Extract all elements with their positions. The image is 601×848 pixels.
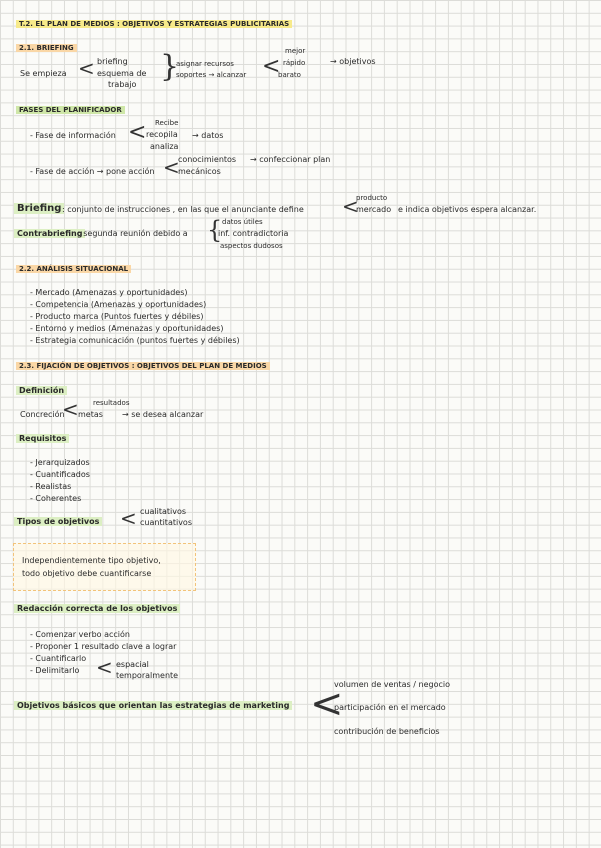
branch-bracket: <	[342, 194, 359, 218]
list-item: - Estrategia comunicación (puntos fuertes y débiles)	[30, 336, 240, 345]
note-line: todo objetivo debe cuantificarse	[22, 569, 152, 578]
fase-accion-label: - Fase de acción → pone acción	[30, 167, 155, 176]
branch-item: recopila	[146, 130, 178, 139]
branch-item: contribución de beneficios	[334, 727, 440, 736]
branch-item: rápido	[283, 59, 306, 67]
note-box	[13, 543, 196, 591]
fase-info-label: - Fase de información	[30, 131, 116, 140]
branch-bracket: <	[128, 120, 147, 145]
list-item: - Producto marca (Puntos fuertes y débiles)	[30, 312, 204, 321]
branch-item: cuantitativos	[140, 518, 192, 527]
branch-item: Recibe	[155, 119, 179, 127]
list-item: - Proponer 1 resultado clave a lograr	[30, 642, 177, 651]
result-text: → datos	[192, 131, 224, 140]
briefing-tail: e indica objetivos espera alcanzar.	[398, 205, 537, 214]
branch-item: participación en el mercado	[334, 703, 446, 712]
contrabriefing-definition: : segunda reunión debido a	[78, 229, 188, 238]
branch-item: trabajo	[108, 80, 137, 89]
branch-bracket: <	[78, 56, 95, 80]
heading-fases: FASES DEL PLANIFICADOR	[16, 105, 125, 115]
branch-item: barato	[278, 71, 301, 79]
branch-item: temporalmente	[116, 671, 179, 680]
branch-item: espacial	[116, 660, 149, 669]
list-item: - Comenzar verbo acción	[30, 630, 130, 639]
branch-item: briefing	[97, 57, 128, 66]
result-text: → objetivos	[330, 57, 376, 66]
basicos-heading: Objetivos básicos que orientan las estrategias de marketing	[14, 701, 292, 711]
se-empieza-label: Se empieza	[20, 69, 67, 78]
list-item: - Mercado (Amenazas y oportunidades)	[30, 288, 188, 297]
list-item: - Jerarquizados	[30, 458, 90, 467]
list-item: - Cuantificados	[30, 470, 90, 479]
result-text: → confeccionar plan	[250, 155, 331, 164]
branch-bracket: <	[120, 506, 137, 530]
note-line: Independientemente tipo objetivo,	[22, 556, 161, 565]
branch-item: resultados	[93, 399, 130, 407]
tipos-heading: Tipos de objetivos	[14, 517, 102, 527]
branch-item: producto	[356, 194, 388, 202]
list-item: - Coherentes	[30, 494, 82, 503]
branch-item: inf. contradictoria	[218, 229, 289, 238]
branch-bracket: <	[262, 54, 281, 79]
briefing-term: Briefing	[14, 204, 64, 214]
curly-brace: }	[160, 49, 180, 84]
branch-bracket: {	[207, 216, 223, 244]
list-item: - Competencia (Amenazas y oportunidades)	[30, 300, 207, 309]
branch-item: soportes → alcanzar	[176, 71, 247, 79]
branch-item: conocimientos	[178, 155, 237, 164]
branch-item: esquema de	[97, 69, 147, 78]
contrabriefing-term: Contrabriefing	[14, 229, 85, 239]
branch-bracket: <	[310, 681, 344, 727]
page-title: T.2. EL PLAN DE MEDIOS : OBJETIVOS Y ESTRATEGIAS PUBLICITARIAS	[16, 19, 292, 29]
branch-item: mercado	[356, 205, 392, 214]
branch-bracket: <	[62, 397, 79, 421]
branch-item: asignar recursos	[176, 60, 234, 68]
requisitos-heading: Requisitos	[16, 434, 69, 444]
branch-item: aspectos dudosos	[220, 242, 283, 250]
branch-item: metas	[78, 410, 103, 419]
branch-item: cualitativos	[140, 507, 187, 516]
heading-briefing: 2.1. BRIEFING	[16, 43, 77, 53]
heading-analisis: 2.2. ANÁLISIS SITUACIONAL	[16, 264, 131, 274]
branch-bracket: <	[96, 655, 113, 679]
branch-bracket: <	[163, 155, 180, 179]
result-text: → se desea alcanzar	[122, 410, 204, 419]
branch-item: mecánicos	[178, 167, 221, 176]
list-item: - Realistas	[30, 482, 72, 491]
list-item: - Delimitarlo	[30, 666, 80, 675]
list-item: - Entorno y medios (Amenazas y oportunidades)	[30, 324, 224, 333]
branch-item: mejor	[285, 47, 306, 55]
briefing-definition: : conjunto de instrucciones , en las que el anunciante define	[62, 205, 304, 214]
redaccion-heading: Redacción correcta de los objetivos	[14, 604, 180, 614]
branch-item: datos útiles	[222, 218, 263, 226]
concrecion-label: Concreción	[20, 410, 65, 419]
branch-item: volumen de ventas / negocio	[334, 680, 450, 689]
heading-fijacion: 2.3. FIJACIÓN DE OBJETIVOS : OBJETIVOS DEL PLAN DE MEDIOS	[16, 361, 270, 371]
branch-item: analiza	[150, 142, 179, 151]
definicion-heading: Definición	[16, 386, 67, 396]
list-item: - Cuantificarlo	[30, 654, 87, 663]
